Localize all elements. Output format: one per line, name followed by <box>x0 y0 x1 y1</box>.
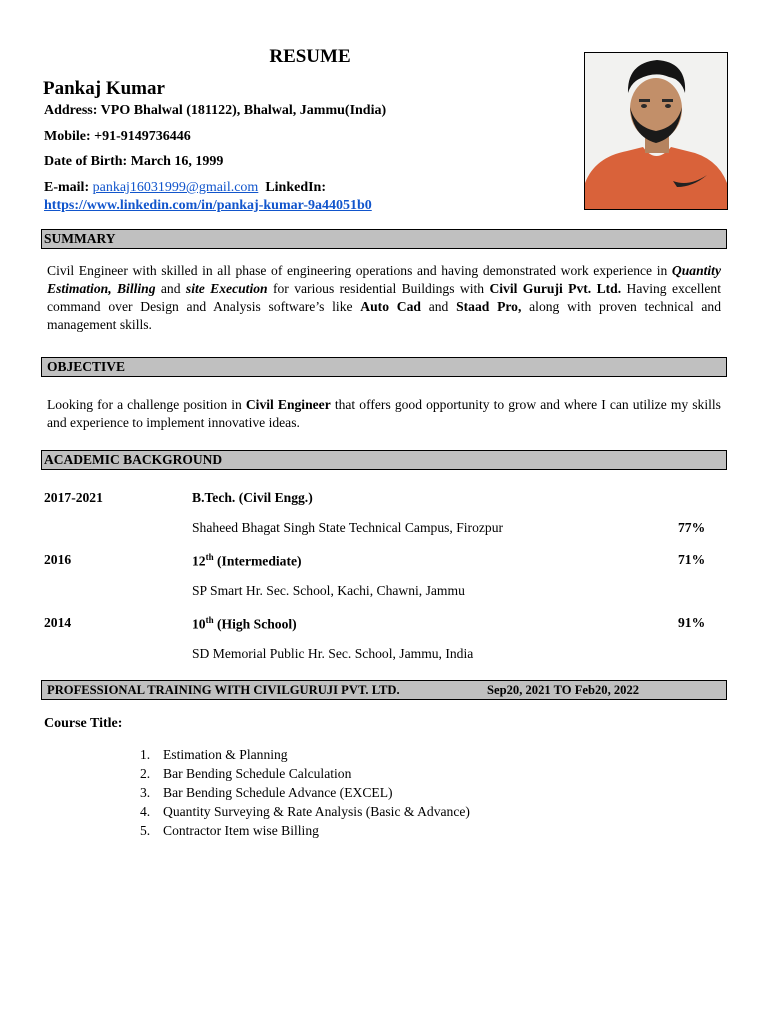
dob-line <box>44 154 223 170</box>
list-item: 5. Contractor Item wise Billing <box>140 823 319 838</box>
academic-institution: SP Smart Hr. Sec. School, Kachi, Chawni, Jammu <box>192 583 465 598</box>
candidate-name: Pankaj Kumar <box>43 78 165 99</box>
training-title: PROFESSIONAL TRAINING WITH CIVILGURUJI PVT. LTD. <box>47 683 400 697</box>
course-title-label: Course Title: <box>44 716 123 731</box>
academic-institution: SD Memorial Public Hr. Sec. School, Jammu, India <box>192 646 474 661</box>
dob-label: Date of Birth: <box>44 154 128 169</box>
address-value: VPO Bhalwal (181122), Bhalwal, Jammu(India) <box>100 103 387 118</box>
email-link[interactable]: pankaj16031999@gmail.com <box>92 180 259 195</box>
academic-percent: 71% <box>678 552 706 567</box>
academic-year: 2017-2021 <box>44 490 103 505</box>
mobile-line <box>44 129 191 145</box>
summary-text: Civil Engineer with skilled in all phase of engineering operations and having demonstrated work experience in Quantity Estimation, Billing and site Execution for various residential Buildings with Civil Guruji Pvt. Ltd. Having excellent command over Design and Analysis software’s like Auto Cad and Staad Pro, along with proven technical and management skills. <box>47 263 722 332</box>
list-item: 4. Quantity Surveying & Rate Analysis (Basic & Advance) <box>140 804 470 819</box>
linkedin-line <box>44 198 372 214</box>
email-line <box>44 180 326 196</box>
academic-institution: Shaheed Bhagat Singh State Technical Campus, Firozpur <box>192 520 504 535</box>
list-item: 1. Estimation & Planning <box>140 747 288 762</box>
course-list <box>140 745 470 840</box>
profile-photo <box>584 52 728 210</box>
dob-value: March 16, 1999 <box>130 154 224 169</box>
resume-title: RESUME <box>269 46 351 67</box>
mobile-label: Mobile: <box>44 129 91 144</box>
list-item: 3. Bar Bending Schedule Advance (EXCEL) <box>140 785 393 800</box>
academic-year: 2014 <box>44 615 72 630</box>
email-label: E-mail: <box>44 180 90 195</box>
academic-heading: ACADEMIC BACKGROUND <box>41 450 727 470</box>
academic-year: 2016 <box>44 552 72 567</box>
linkedin-link[interactable]: https://www.linkedin.com/in/pankaj-kumar-9a44051b0 <box>44 198 372 213</box>
list-item: 2. Bar Bending Schedule Calculation <box>140 766 352 781</box>
academic-degree: B.Tech. (Civil Engg.) <box>192 490 313 505</box>
academic-percent: 91% <box>678 615 706 630</box>
address-label: Address: <box>44 103 98 118</box>
address-line <box>44 103 386 119</box>
linkedin-label: LinkedIn: <box>265 180 327 195</box>
training-period: Sep20, 2021 TO Feb20, 2022 <box>487 683 640 697</box>
mobile-value: +91-9149736446 <box>94 129 191 144</box>
summary-heading: SUMMARY <box>41 229 727 249</box>
objective-heading: OBJECTIVE <box>41 357 727 377</box>
academic-degree: 12th (Intermediate) <box>192 552 302 569</box>
training-heading <box>41 680 727 700</box>
academic-percent: 77% <box>678 520 706 535</box>
objective-text: Looking for a challenge position in Civil Engineer that offers good opportunity to grow and where I can utilize my skills and experience to implement innovative ideas. <box>47 397 721 430</box>
academic-degree: 10th (High School) <box>192 615 297 632</box>
